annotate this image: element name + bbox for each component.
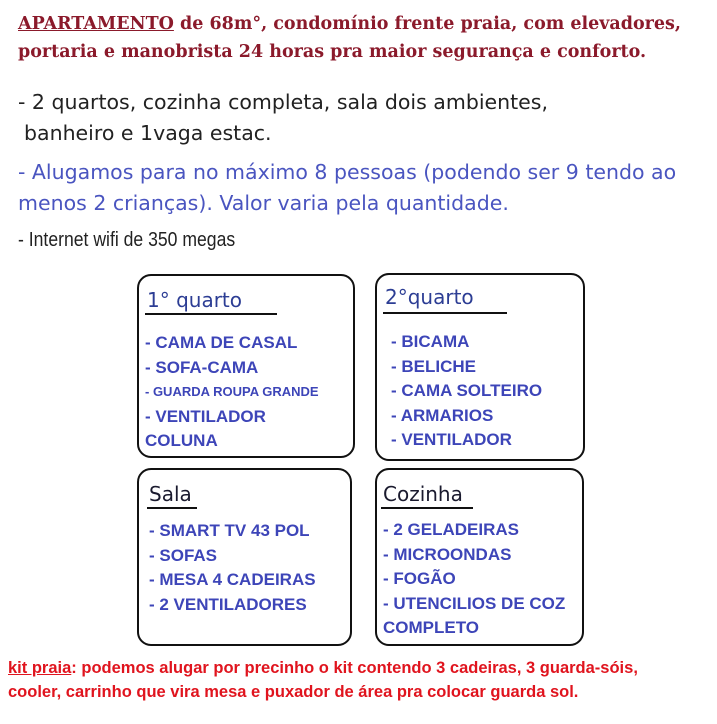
list-item: - ARMARIOS: [391, 405, 494, 425]
list-item: - 2 VENTILADORES: [149, 594, 307, 614]
internet-line: - Internet wifi de 350 megas: [18, 229, 236, 251]
rental-line-2: menos 2 crianças). Valor varia pela quantidade.: [18, 191, 509, 215]
list-item: - CAMA SOLTEIRO: [391, 381, 543, 400]
kit-praia-label: kit praia: [8, 659, 72, 677]
list-item: - FOGÃO: [383, 569, 456, 588]
list-item: COMPLETO: [383, 618, 480, 637]
feature-line-2: banheiro e 1vaga estac.: [24, 121, 272, 145]
list-item: - SMART TV 43 POL: [149, 521, 310, 540]
apartment-title: APARTAMENTO: [18, 14, 174, 34]
list-item: COLUNA: [145, 431, 218, 450]
rental-line-1: - Alugamos para no máximo 8 pessoas (podendo ser 9 tendo ao: [18, 160, 677, 184]
list-item: - MICROONDAS: [383, 544, 512, 564]
room-items-quarto-2: [391, 330, 542, 453]
list-item: - VENTILADOR: [145, 406, 266, 426]
room-box-quarto-1: [137, 274, 355, 458]
kit-praia-note: [8, 656, 713, 704]
room-title-cozinha: Cozinha: [383, 482, 463, 506]
list-item: - GUARDA ROUPA GRANDE: [145, 384, 319, 399]
listing-header: [18, 10, 708, 66]
header-line-2: portaria e manobrista 24 horas pra maior segurança e conforto.: [18, 42, 647, 62]
list-item: - SOFAS: [149, 545, 218, 565]
list-item: - SOFA-CAMA: [145, 357, 259, 377]
list-item: - CAMA DE CASAL: [145, 333, 298, 352]
title-underline: [145, 313, 277, 315]
footer-line-1: [8, 656, 713, 680]
header-line-1: [18, 10, 708, 38]
list-item: - BELICHE: [391, 356, 476, 376]
room-box-sala: [137, 468, 352, 646]
room-box-cozinha: [375, 468, 584, 646]
footer-line-1-rest: : podemos alugar por precinho o kit contendo 3 cadeiras, 3 guarda-sóis,: [71, 659, 638, 677]
rental-note: [18, 157, 713, 219]
list-item: - VENTILADOR: [391, 430, 512, 449]
room-title-sala: Sala: [149, 482, 192, 506]
header-title-rest: de 68m°, condomínio frente praia, com elevadores,: [173, 14, 681, 34]
title-underline: [383, 312, 507, 314]
title-underline: [381, 507, 473, 509]
list-item: - 2 GELADEIRAS: [383, 520, 520, 539]
room-title-quarto-2: 2°quarto: [385, 285, 474, 309]
room-title-quarto-1: 1° quarto: [147, 288, 243, 312]
list-item: - MESA 4 CADEIRAS: [149, 570, 316, 589]
room-items-sala: [149, 519, 316, 617]
room-items-quarto-1: [145, 331, 319, 454]
list-item: - BICAMA: [391, 332, 470, 351]
title-underline: [147, 507, 197, 509]
feature-line-1: - 2 quartos, cozinha completa, sala dois ambientes,: [18, 90, 548, 114]
footer-line-2: cooler, carrinho que vira mesa e puxador de área pra colocar guarda sol.: [8, 683, 579, 701]
room-box-quarto-2: [375, 273, 585, 461]
list-item: - UTENCILIOS DE COZ: [383, 593, 566, 613]
room-items-cozinha: [383, 518, 565, 641]
